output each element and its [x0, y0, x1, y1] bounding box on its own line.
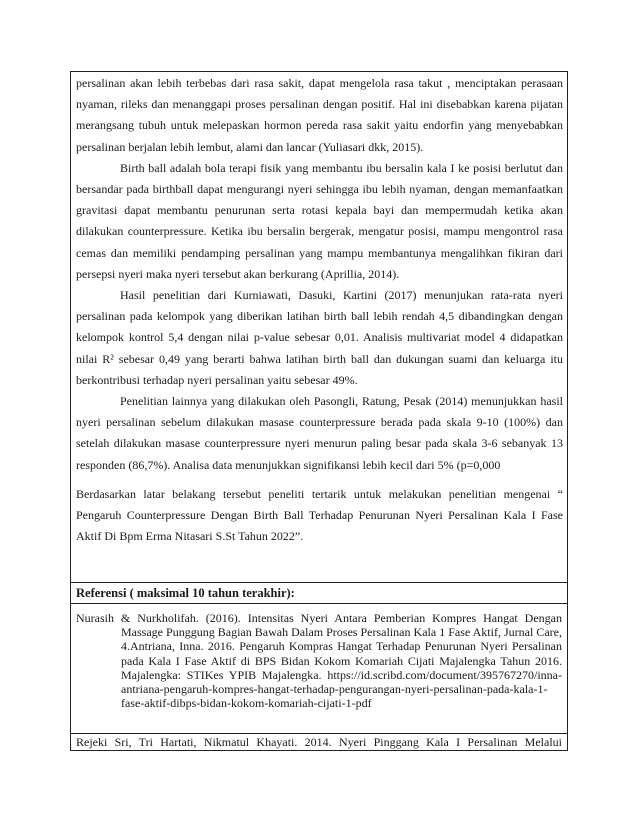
references-list — [71, 611, 567, 710]
references-heading-cell — [70, 582, 568, 604]
references-heading: Referensi ( maksimal 10 tahun terakhir): — [76, 586, 295, 600]
paragraph-3: Hasil penelitian dari Kurniawati, Dasuki, Kartini (2017) menunjukan rata-rata nyeri persalinan pada kelompok yang diberikan latihan birth ball lebih rendah 4,5 dibandingkan dengan kelompok kontrol 5,4 dengan nilai p-value sebesar 0,01. Analisis multivariat model 4 didapatkan nilai R² sebesar 0,49 yang berarti bahwa latihan birth ball dan dukungan suami dan keluarga itu berkontribusi terhadap nyeri persalinan yaitu sebesar 49%. — [76, 288, 563, 387]
body-text — [71, 73, 567, 547]
paragraph-2: Birth ball adalah bola terapi fisik yang membantu ibu bersalin kala I ke posisi berlutut dan bersandar pada birthball dapat mengurangi nyeri sehingga ibu lebih nyaman, dengan memanfaatkan gravitasi dapat membantu penurunan serta rotasi kepala bayi dan mempermudah ketika akan dilakukan counterpressure. Ketika ibu bersalin bergerak, mengatur posisi, mampu mengontrol rasa cemas dan memiliki pendamping persalinan yang mampu membantunya mengalihkan fikiran dari persepsi nyeri maka nyeri tersebut akan berkurang (Aprillia, 2014). — [76, 160, 563, 281]
references-list-cell — [70, 603, 568, 749]
paragraph-5: Berdasarkan latar belakang tersebut peneliti tertarik untuk melakukan penelitian mengenai “ Pengaruh Counterpressure Dengan Birth Ball Terhadap Penurunan Nyeri Persalinan Kala I Fase Aktif Di Bpm Erma Nitasari S.St Tahun 2022”. — [76, 486, 563, 544]
background-section-cell — [70, 71, 568, 583]
references-continued-cell — [70, 733, 568, 751]
paragraph-4: Penelitian lainnya yang dilakukan oleh Pasongli, Ratung, Pesak (2014) menunjukkan hasil nyeri persalinan sebelum dilakukan masase counterpressure berada pada skala 9-10 (100%) dan setelah dilakukan masase counterpressure nyeri menurun paling besar pada skala 3-6 sebanyak 13 responden (86,7%). Analisa data menunjukkan signifikansi lebih kecil dari 5% (p=0,000 — [76, 394, 563, 472]
paragraph-1: persalinan akan lebih terbebas dari rasa sakit, dapat mengelola rasa takut , menciptakan perasaan nyaman, rileks dan menanggapi proses persalinan dengan positif. Hal ini disebabkan karena pijatan merangsang tubuh untuk melepaskan hormon pereda rasa sakit yaitu endorfin yang menyebabkan persalinan berjalan lebih lembut, alami dan lancar (Yuliasari dkk, 2015). — [76, 76, 563, 154]
reference-item: Rejeki Sri, Tri Hartati, Nikmatul Khayati. 2014. Nyeri Pinggang Kala I Persalinan Melalui — [76, 735, 562, 749]
reference-item: Nurasih & Nurkholifah. (2016). Intensitas Nyeri Antara Pemberian Kompres Hangat Dengan Massage Punggung Bagian Bawah Dalam Proses Persalinan Kala 1 Fase Aktif, Jurnal Care, 4.Antriana, Inna. 2016. Pengaruh Kompras Hangat Terhadap Penurunan Nyeri Persalinan pada Kala I Fase Aktif di BPS Bidan Kokom Komariah Cijati Majalengka Tahun 2016. Majalengka: STIKes YPIB Majalengka. https://id.scribd.com/document/395767270/inna-antriana-pengaruh-kompres-hangat-terhadap-pengurangan-nyeri-persalinan-pada-kala-1-fase-aktif-dibps-bidan-kokom-komariah-cijati-1-pdf — [76, 611, 562, 711]
